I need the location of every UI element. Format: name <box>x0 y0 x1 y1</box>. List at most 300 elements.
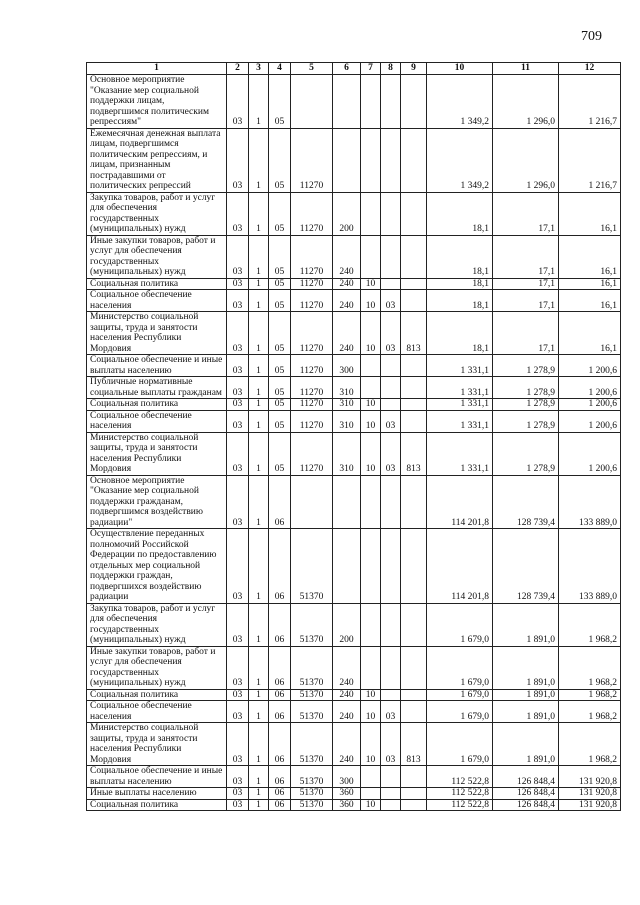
row-amount-10: 18,1 <box>427 312 493 355</box>
row-code-7: 10 <box>361 723 381 766</box>
row-amount-10: 1 331,1 <box>427 399 493 411</box>
row-code-7 <box>361 788 381 800</box>
row-code-5: 11270 <box>291 399 333 411</box>
row-code-8 <box>381 603 401 646</box>
row-amount-10: 1 679,0 <box>427 689 493 701</box>
row-code-8 <box>381 529 401 604</box>
row-name: Иные выплаты населению <box>87 788 227 800</box>
row-code-7: 10 <box>361 432 381 475</box>
row-code-6: 240 <box>333 312 361 355</box>
row-name: Социальная политика <box>87 399 227 411</box>
row-code-7 <box>361 766 381 788</box>
row-code-4: 05 <box>269 312 291 355</box>
row-code-9 <box>401 235 427 278</box>
row-code-5: 51370 <box>291 799 333 811</box>
row-code-5: 11270 <box>291 128 333 192</box>
row-code-5 <box>291 75 333 129</box>
row-code-8: 03 <box>381 432 401 475</box>
row-code-4: 06 <box>269 689 291 701</box>
table-row <box>87 399 621 411</box>
row-code-4: 06 <box>269 529 291 604</box>
table-row <box>87 128 621 192</box>
row-code-2: 03 <box>227 399 249 411</box>
table-row <box>87 355 621 377</box>
row-code-6: 300 <box>333 355 361 377</box>
row-code-9 <box>401 399 427 411</box>
row-code-5: 51370 <box>291 529 333 604</box>
row-code-7: 10 <box>361 312 381 355</box>
row-code-5: 11270 <box>291 377 333 399</box>
row-amount-12: 131 920,8 <box>559 799 621 811</box>
table-row <box>87 788 621 800</box>
row-amount-11: 17,1 <box>493 235 559 278</box>
row-code-5: 11270 <box>291 290 333 312</box>
row-amount-12: 133 889,0 <box>559 475 621 529</box>
row-code-4: 06 <box>269 475 291 529</box>
row-code-7 <box>361 192 381 235</box>
row-code-8 <box>381 75 401 129</box>
table-body <box>87 75 621 811</box>
row-code-6 <box>333 475 361 529</box>
row-amount-12: 1 200,6 <box>559 432 621 475</box>
row-code-8 <box>381 192 401 235</box>
row-amount-11: 17,1 <box>493 278 559 290</box>
row-code-6 <box>333 75 361 129</box>
row-code-3: 1 <box>249 799 269 811</box>
row-amount-11: 1 278,9 <box>493 355 559 377</box>
row-amount-11: 1 891,0 <box>493 689 559 701</box>
table-row <box>87 432 621 475</box>
row-code-8: 03 <box>381 312 401 355</box>
row-amount-11: 1 891,0 <box>493 723 559 766</box>
table-row <box>87 475 621 529</box>
row-code-7 <box>361 646 381 689</box>
row-name: Осуществление переданных полномочий Российской Федерации по предоставлению отдельных мер социальной поддержки граждан, подвергшихся воздействию радиации <box>87 529 227 604</box>
row-code-9 <box>401 475 427 529</box>
row-name: Социальное обеспечение населения <box>87 701 227 723</box>
row-code-4: 06 <box>269 723 291 766</box>
row-code-6: 240 <box>333 689 361 701</box>
row-code-3: 1 <box>249 603 269 646</box>
row-code-6: 310 <box>333 410 361 432</box>
row-code-3: 1 <box>249 529 269 604</box>
table-row <box>87 312 621 355</box>
row-amount-12: 16,1 <box>559 290 621 312</box>
row-code-5: 51370 <box>291 701 333 723</box>
row-code-4: 05 <box>269 75 291 129</box>
row-amount-11: 128 739,4 <box>493 475 559 529</box>
row-amount-10: 1 331,1 <box>427 377 493 399</box>
row-amount-10: 1 679,0 <box>427 603 493 646</box>
row-amount-11: 126 848,4 <box>493 788 559 800</box>
row-amount-12: 131 920,8 <box>559 766 621 788</box>
column-header-1: 1 <box>87 63 227 75</box>
row-code-2: 03 <box>227 235 249 278</box>
row-amount-10: 1 331,1 <box>427 355 493 377</box>
row-amount-11: 1 296,0 <box>493 75 559 129</box>
row-amount-12: 1 200,6 <box>559 355 621 377</box>
row-code-8: 03 <box>381 290 401 312</box>
row-code-7 <box>361 128 381 192</box>
row-code-6: 200 <box>333 603 361 646</box>
row-code-2: 03 <box>227 475 249 529</box>
row-code-4: 05 <box>269 128 291 192</box>
row-code-7 <box>361 377 381 399</box>
row-amount-12: 1 216,7 <box>559 128 621 192</box>
row-code-9 <box>401 701 427 723</box>
row-code-2: 03 <box>227 723 249 766</box>
row-code-8 <box>381 689 401 701</box>
row-code-8 <box>381 278 401 290</box>
row-code-6: 240 <box>333 701 361 723</box>
row-amount-12: 1 968,2 <box>559 603 621 646</box>
row-code-4: 05 <box>269 377 291 399</box>
row-code-4: 06 <box>269 788 291 800</box>
row-code-7: 10 <box>361 799 381 811</box>
row-amount-12: 1 200,6 <box>559 377 621 399</box>
column-header-11: 11 <box>493 63 559 75</box>
row-code-9 <box>401 799 427 811</box>
table-row <box>87 701 621 723</box>
row-code-4: 05 <box>269 432 291 475</box>
row-name: Социальная политика <box>87 799 227 811</box>
table-row <box>87 603 621 646</box>
row-amount-10: 114 201,8 <box>427 475 493 529</box>
row-amount-12: 16,1 <box>559 235 621 278</box>
row-amount-11: 1 278,9 <box>493 432 559 475</box>
table-row <box>87 723 621 766</box>
row-code-3: 1 <box>249 766 269 788</box>
row-amount-10: 18,1 <box>427 290 493 312</box>
column-header-4: 4 <box>269 63 291 75</box>
row-amount-11: 128 739,4 <box>493 529 559 604</box>
row-code-5: 51370 <box>291 689 333 701</box>
row-code-5: 11270 <box>291 432 333 475</box>
row-amount-12: 1 968,2 <box>559 646 621 689</box>
row-amount-11: 1 278,9 <box>493 377 559 399</box>
row-code-8: 03 <box>381 723 401 766</box>
row-name: Социальное обеспечение населения <box>87 410 227 432</box>
row-code-2: 03 <box>227 788 249 800</box>
row-code-5: 11270 <box>291 312 333 355</box>
row-code-2: 03 <box>227 701 249 723</box>
row-code-3: 1 <box>249 646 269 689</box>
row-code-6: 240 <box>333 278 361 290</box>
row-code-5: 11270 <box>291 278 333 290</box>
table-row <box>87 766 621 788</box>
table-row <box>87 529 621 604</box>
row-amount-10: 1 679,0 <box>427 723 493 766</box>
row-code-7 <box>361 355 381 377</box>
row-amount-10: 112 522,8 <box>427 766 493 788</box>
row-amount-11: 126 848,4 <box>493 766 559 788</box>
row-code-6: 310 <box>333 399 361 411</box>
row-code-6: 310 <box>333 432 361 475</box>
row-code-3: 1 <box>249 75 269 129</box>
row-code-7: 10 <box>361 689 381 701</box>
row-code-3: 1 <box>249 410 269 432</box>
row-code-2: 03 <box>227 410 249 432</box>
row-amount-12: 1 216,7 <box>559 75 621 129</box>
row-code-9 <box>401 788 427 800</box>
row-code-6: 240 <box>333 290 361 312</box>
row-code-4: 05 <box>269 290 291 312</box>
row-code-6: 310 <box>333 377 361 399</box>
row-code-2: 03 <box>227 603 249 646</box>
row-name: Иные закупки товаров, работ и услуг для обеспечения государственных (муниципальных) нужд <box>87 235 227 278</box>
row-code-3: 1 <box>249 128 269 192</box>
row-code-3: 1 <box>249 377 269 399</box>
table-row <box>87 278 621 290</box>
row-code-4: 05 <box>269 235 291 278</box>
row-code-8 <box>381 766 401 788</box>
row-code-3: 1 <box>249 235 269 278</box>
row-name: Социальное обеспечение и иные выплаты населению <box>87 355 227 377</box>
row-amount-10: 1 349,2 <box>427 128 493 192</box>
row-code-4: 05 <box>269 410 291 432</box>
row-name: Министерство социальной защиты, труда и занятости населения Республики Мордовия <box>87 723 227 766</box>
row-code-8 <box>381 128 401 192</box>
row-code-3: 1 <box>249 399 269 411</box>
row-code-9: 813 <box>401 312 427 355</box>
row-code-7: 10 <box>361 278 381 290</box>
row-code-4: 06 <box>269 701 291 723</box>
row-code-9 <box>401 355 427 377</box>
row-name: Основное мероприятие "Оказание мер социальной поддержки лицам, подвергшимся политическим репрессиям" <box>87 75 227 129</box>
row-code-7 <box>361 475 381 529</box>
row-code-9 <box>401 377 427 399</box>
row-code-6: 360 <box>333 799 361 811</box>
row-code-8 <box>381 355 401 377</box>
row-amount-11: 1 891,0 <box>493 646 559 689</box>
column-header-5: 5 <box>291 63 333 75</box>
row-amount-11: 1 278,9 <box>493 399 559 411</box>
column-header-6: 6 <box>333 63 361 75</box>
row-amount-11: 1 891,0 <box>493 701 559 723</box>
row-code-3: 1 <box>249 192 269 235</box>
row-code-2: 03 <box>227 192 249 235</box>
column-header-9: 9 <box>401 63 427 75</box>
row-code-9 <box>401 603 427 646</box>
row-code-3: 1 <box>249 689 269 701</box>
row-code-5: 51370 <box>291 766 333 788</box>
row-code-4: 05 <box>269 192 291 235</box>
row-code-2: 03 <box>227 766 249 788</box>
row-name: Публичные нормативные социальные выплаты гражданам <box>87 377 227 399</box>
row-code-8 <box>381 475 401 529</box>
row-code-5: 51370 <box>291 723 333 766</box>
row-amount-10: 1 349,2 <box>427 75 493 129</box>
row-code-9 <box>401 646 427 689</box>
row-code-5: 11270 <box>291 410 333 432</box>
row-code-2: 03 <box>227 799 249 811</box>
row-code-8: 03 <box>381 410 401 432</box>
row-amount-10: 18,1 <box>427 192 493 235</box>
row-code-4: 05 <box>269 278 291 290</box>
row-amount-11: 126 848,4 <box>493 799 559 811</box>
column-header-10: 10 <box>427 63 493 75</box>
row-code-7 <box>361 529 381 604</box>
row-code-8 <box>381 377 401 399</box>
row-code-3: 1 <box>249 701 269 723</box>
page-number: 709 <box>581 29 602 44</box>
row-code-5: 51370 <box>291 788 333 800</box>
row-code-2: 03 <box>227 290 249 312</box>
row-amount-11: 1 891,0 <box>493 603 559 646</box>
row-code-6: 240 <box>333 723 361 766</box>
row-code-8: 03 <box>381 701 401 723</box>
row-amount-10: 114 201,8 <box>427 529 493 604</box>
row-code-6: 240 <box>333 235 361 278</box>
row-amount-12: 1 968,2 <box>559 723 621 766</box>
table-row <box>87 799 621 811</box>
row-amount-12: 131 920,8 <box>559 788 621 800</box>
column-header-7: 7 <box>361 63 381 75</box>
column-header-3: 3 <box>249 63 269 75</box>
row-code-5: 11270 <box>291 355 333 377</box>
row-name: Социальная политика <box>87 689 227 701</box>
row-code-3: 1 <box>249 723 269 766</box>
table-row <box>87 75 621 129</box>
row-code-7 <box>361 603 381 646</box>
row-code-9: 813 <box>401 723 427 766</box>
row-amount-12: 16,1 <box>559 192 621 235</box>
row-code-5: 51370 <box>291 646 333 689</box>
row-amount-11: 17,1 <box>493 290 559 312</box>
row-code-8 <box>381 235 401 278</box>
row-amount-10: 1 679,0 <box>427 646 493 689</box>
row-code-2: 03 <box>227 432 249 475</box>
row-code-2: 03 <box>227 529 249 604</box>
row-code-6: 300 <box>333 766 361 788</box>
row-code-2: 03 <box>227 377 249 399</box>
table-row <box>87 689 621 701</box>
row-amount-12: 1 968,2 <box>559 689 621 701</box>
row-code-7 <box>361 75 381 129</box>
row-name: Закупка товаров, работ и услуг для обеспечения государственных (муниципальных) нужд <box>87 603 227 646</box>
row-amount-12: 1 200,6 <box>559 399 621 411</box>
row-code-3: 1 <box>249 290 269 312</box>
row-code-4: 06 <box>269 603 291 646</box>
row-code-9 <box>401 192 427 235</box>
column-header-2: 2 <box>227 63 249 75</box>
table-row <box>87 235 621 278</box>
row-code-2: 03 <box>227 689 249 701</box>
row-code-4: 06 <box>269 799 291 811</box>
row-name: Министерство социальной защиты, труда и занятости населения Республики Мордовия <box>87 432 227 475</box>
row-amount-11: 1 296,0 <box>493 128 559 192</box>
row-code-8 <box>381 646 401 689</box>
row-code-5 <box>291 475 333 529</box>
row-code-3: 1 <box>249 312 269 355</box>
table-row <box>87 646 621 689</box>
row-code-2: 03 <box>227 128 249 192</box>
row-amount-10: 1 331,1 <box>427 432 493 475</box>
row-amount-12: 1 200,6 <box>559 410 621 432</box>
row-amount-11: 17,1 <box>493 312 559 355</box>
row-code-6 <box>333 128 361 192</box>
row-code-6: 360 <box>333 788 361 800</box>
row-code-4: 06 <box>269 766 291 788</box>
row-amount-12: 16,1 <box>559 312 621 355</box>
row-code-6: 200 <box>333 192 361 235</box>
row-code-9 <box>401 410 427 432</box>
row-amount-11: 17,1 <box>493 192 559 235</box>
table-row <box>87 377 621 399</box>
row-code-7: 10 <box>361 290 381 312</box>
row-code-4: 05 <box>269 355 291 377</box>
row-code-2: 03 <box>227 278 249 290</box>
row-code-5: 11270 <box>291 235 333 278</box>
row-code-2: 03 <box>227 75 249 129</box>
row-code-9 <box>401 766 427 788</box>
row-code-2: 03 <box>227 312 249 355</box>
budget-table <box>86 62 621 811</box>
row-code-3: 1 <box>249 432 269 475</box>
column-header-8: 8 <box>381 63 401 75</box>
row-code-7: 10 <box>361 410 381 432</box>
row-amount-12: 16,1 <box>559 278 621 290</box>
row-code-3: 1 <box>249 278 269 290</box>
row-code-9 <box>401 128 427 192</box>
row-code-7: 10 <box>361 399 381 411</box>
row-name: Закупка товаров, работ и услуг для обеспечения государственных (муниципальных) нужд <box>87 192 227 235</box>
row-code-9 <box>401 290 427 312</box>
row-amount-10: 18,1 <box>427 235 493 278</box>
row-name: Ежемесячная денежная выплата лицам, подвергшимся политическим репрессиям, и лицам, признанным пострадавшими от политических репрессий <box>87 128 227 192</box>
row-amount-12: 1 968,2 <box>559 701 621 723</box>
row-code-4: 05 <box>269 399 291 411</box>
row-name: Социальное обеспечение и иные выплаты населению <box>87 766 227 788</box>
row-code-9 <box>401 75 427 129</box>
row-amount-12: 133 889,0 <box>559 529 621 604</box>
column-header-12: 12 <box>559 63 621 75</box>
row-amount-10: 112 522,8 <box>427 788 493 800</box>
row-code-3: 1 <box>249 788 269 800</box>
row-code-9: 813 <box>401 432 427 475</box>
row-name: Министерство социальной защиты, труда и занятости населения Республики Мордовия <box>87 312 227 355</box>
row-amount-10: 1 331,1 <box>427 410 493 432</box>
row-code-8 <box>381 799 401 811</box>
row-code-9 <box>401 529 427 604</box>
row-code-8 <box>381 788 401 800</box>
row-code-2: 03 <box>227 646 249 689</box>
row-code-9 <box>401 689 427 701</box>
row-name: Иные закупки товаров, работ и услуг для обеспечения государственных (муниципальных) нужд <box>87 646 227 689</box>
row-code-2: 03 <box>227 355 249 377</box>
row-code-4: 06 <box>269 646 291 689</box>
row-code-7 <box>361 235 381 278</box>
row-code-8 <box>381 399 401 411</box>
row-amount-10: 112 522,8 <box>427 799 493 811</box>
row-code-7: 10 <box>361 701 381 723</box>
row-name: Основное мероприятие "Оказание мер социальной поддержки гражданам, подвергшимся воздействию радиации" <box>87 475 227 529</box>
row-amount-11: 1 278,9 <box>493 410 559 432</box>
row-code-3: 1 <box>249 355 269 377</box>
row-code-5: 51370 <box>291 603 333 646</box>
row-code-6 <box>333 529 361 604</box>
row-code-6: 240 <box>333 646 361 689</box>
row-name: Социальная политика <box>87 278 227 290</box>
row-amount-10: 1 679,0 <box>427 701 493 723</box>
row-code-9 <box>401 278 427 290</box>
row-amount-10: 18,1 <box>427 278 493 290</box>
row-code-5: 11270 <box>291 192 333 235</box>
table-row <box>87 290 621 312</box>
table-row <box>87 410 621 432</box>
row-code-3: 1 <box>249 475 269 529</box>
row-name: Социальное обеспечение населения <box>87 290 227 312</box>
